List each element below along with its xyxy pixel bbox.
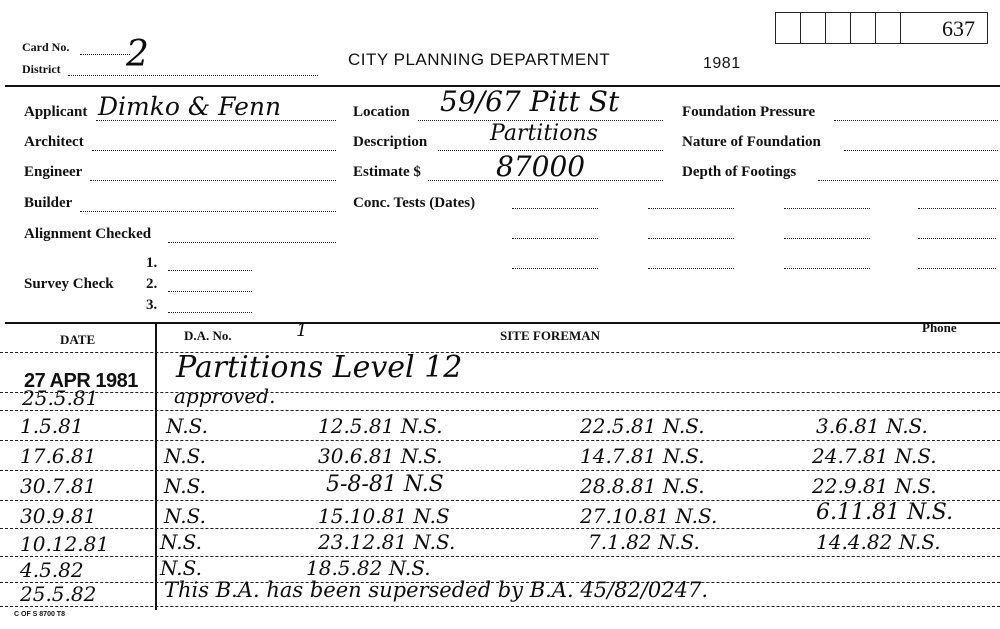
phone-header: Phone	[922, 320, 957, 335]
district-label: District	[22, 62, 61, 76]
estimate-label: Estimate $	[353, 164, 421, 180]
conc-tests-label: Conc. Tests (Dates)	[353, 195, 476, 211]
row-cell: 30.6.81 N.S.	[318, 444, 443, 468]
row-line	[0, 392, 1000, 393]
depth-of-footings-label: Depth of Footings	[682, 164, 797, 180]
row-cell: 24.7.81 N.S.	[812, 444, 937, 468]
row-date: 10.12.81	[20, 532, 110, 556]
location-value: 59/67 Pitt St	[440, 85, 620, 118]
header-row-line	[0, 352, 1000, 353]
row-date: 25.5.82	[20, 582, 97, 606]
row-cell: approved.	[174, 384, 276, 408]
survey-line-3	[168, 312, 252, 313]
alignment-line	[168, 242, 336, 243]
district-line	[68, 75, 318, 76]
row-cell: N.S.	[160, 530, 202, 554]
row-cell: 6.11.81 N.S.	[816, 500, 954, 525]
number-box	[800, 12, 826, 44]
conc-line	[784, 208, 870, 209]
location-label: Location	[353, 104, 410, 120]
row-cell: N.S.	[166, 414, 208, 438]
row-cell: 28.8.81 N.S.	[580, 474, 705, 498]
engineer-label: Engineer	[24, 164, 83, 180]
survey-num-2: 2.	[146, 276, 158, 292]
row-cell: Partitions Level 12	[176, 350, 463, 385]
card-number-box	[900, 12, 988, 44]
description-label: Description	[353, 134, 428, 150]
conc-line	[918, 268, 996, 269]
year-label: 1981	[703, 55, 741, 72]
conc-line	[512, 268, 598, 269]
card-no-value: 2	[126, 34, 149, 75]
nature-of-foundation-label: Nature of Foundation	[682, 134, 821, 150]
site-foreman-header: SITE FOREMAN	[500, 328, 601, 343]
row-date: 30.7.81	[20, 474, 97, 498]
conc-line	[918, 208, 996, 209]
row-cell: This B.A. has been superseded by B.A. 45/82/0247.	[164, 578, 709, 602]
date-header: DATE	[60, 332, 96, 347]
card-number: 637	[942, 16, 975, 41]
row-date: 1.5.81	[20, 414, 84, 438]
row-cell: 3.6.81 N.S.	[816, 414, 928, 438]
foundation-pressure-label: Foundation Pressure	[682, 104, 816, 120]
row-cell: 15.10.81 N.S	[318, 504, 450, 528]
number-box	[775, 12, 801, 44]
engineer-line	[90, 180, 336, 181]
row-cell: 12.5.81 N.S.	[318, 414, 443, 438]
da-no-header: D.A. No.	[184, 328, 232, 343]
row-cell: N.S.	[164, 504, 206, 528]
survey-check-label: Survey Check	[24, 276, 114, 292]
nature-of-foundation-line	[844, 150, 998, 151]
row-cell: 18.5.82 N.S.	[306, 556, 431, 580]
survey-num-3: 3.	[146, 297, 158, 313]
row-line	[0, 556, 1000, 557]
row-line	[0, 606, 1000, 607]
row-cell: 5-8-81 N.S	[326, 472, 444, 497]
number-box	[875, 12, 901, 44]
estimate-value: 87000	[496, 150, 586, 183]
row-cell: 22.5.81 N.S.	[580, 414, 705, 438]
conc-line	[918, 238, 996, 239]
conc-line	[512, 238, 598, 239]
row-cell: 23.12.81 N.S.	[318, 530, 456, 554]
row-date: 25.5.81	[22, 386, 99, 410]
survey-num-1: 1.	[146, 255, 158, 271]
date-stamp: 27 APR 1981	[24, 370, 138, 392]
row-cell: 27.10.81 N.S.	[580, 504, 718, 528]
depth-of-footings-line	[818, 180, 998, 181]
architect-line	[92, 150, 336, 151]
architect-label: Architect	[24, 134, 84, 150]
row-cell: N.S.	[164, 474, 206, 498]
date-column-divider	[155, 322, 157, 610]
row-cell: 22.9.81 N.S.	[812, 474, 937, 498]
conc-line	[648, 238, 734, 239]
conc-line	[512, 208, 598, 209]
row-line	[0, 410, 1000, 411]
applicant-label: Applicant	[24, 104, 88, 120]
footer-code: C OF S 8700 T8	[14, 611, 65, 618]
row-line	[0, 528, 1000, 529]
builder-label: Builder	[24, 195, 73, 211]
row-cell: 14.7.81 N.S.	[580, 444, 705, 468]
conc-line	[648, 208, 734, 209]
row-cell: N.S.	[160, 556, 202, 580]
row-date: 4.5.82	[20, 558, 84, 582]
foundation-pressure-line	[834, 120, 998, 121]
conc-line	[648, 268, 734, 269]
survey-line-2	[168, 291, 252, 292]
number-box	[850, 12, 876, 44]
row-cell: N.S.	[164, 444, 206, 468]
card-no-line	[80, 54, 130, 55]
builder-line	[80, 211, 336, 212]
department-title: CITY PLANNING DEPARTMENT	[348, 50, 611, 69]
card-no-label: Card No.	[22, 40, 70, 54]
row-cell: 14.4.82 N.S.	[816, 530, 941, 554]
conc-line	[784, 268, 870, 269]
da-mark: 1	[296, 320, 308, 341]
row-line	[0, 470, 1000, 471]
alignment-label: Alignment Checked	[24, 226, 152, 242]
description-value: Partitions	[490, 121, 598, 146]
conc-line	[784, 238, 870, 239]
applicant-value: Dimko & Fenn	[98, 92, 282, 121]
row-date: 30.9.81	[20, 504, 97, 528]
survey-line-1	[168, 270, 252, 271]
row-line	[0, 440, 1000, 441]
row-cell: 7.1.82 N.S.	[588, 530, 700, 554]
number-box	[825, 12, 851, 44]
row-date: 17.6.81	[20, 444, 97, 468]
